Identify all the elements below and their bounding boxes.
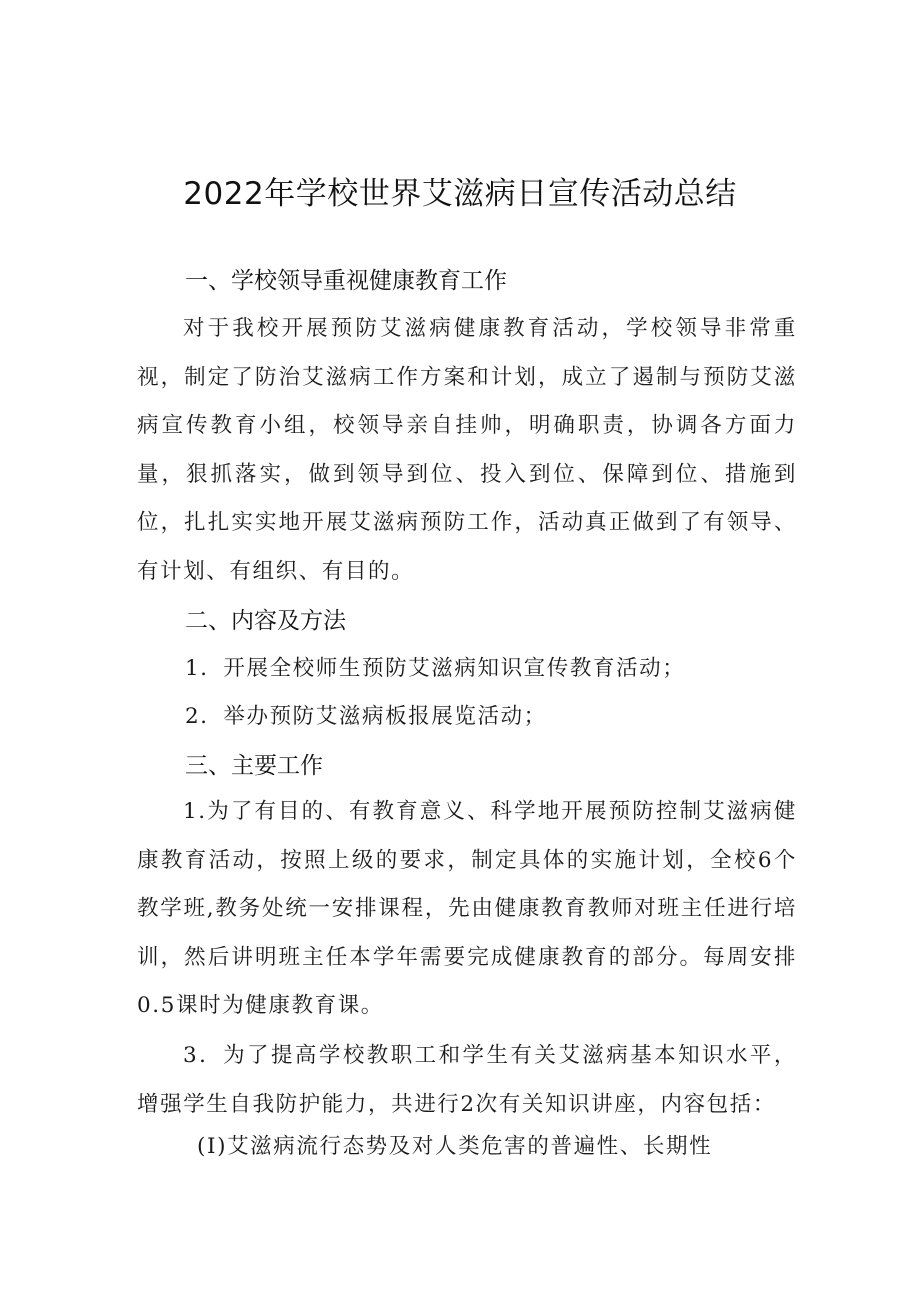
section-3-heading: 三、主要工作 xyxy=(185,753,323,779)
section-2-item-1: 1．开展全校师生预防艾滋病知识宣传教育活动； xyxy=(185,656,686,681)
section-1-paragraph: 对于我校开展预防艾滋病健康教育活动，学校领导非常重视，制定了防治艾滋病工作方案和计划，成立了遏制与预防艾滋病宣传教育小组，校领导亲自挂帅，明确职责，协调各方面力量，狠抓落实，做到领导到位、投入到位、保障到位、措施到位，扎扎实实地开展艾滋病预防工作，活动真正做到了有领导、有计划、有组织、有目的。 xyxy=(137,316,797,584)
section-2-heading: 二、内容及方法 xyxy=(185,608,346,634)
section-1-heading: 一、学校领导重视健康教育工作 xyxy=(185,268,507,294)
section-3-paragraph-2: 3．为了提高学校教职工和学生有关艾滋病基本知识水平，增强学生自我防护能力，共进行2次有关知识讲座，内容包括： xyxy=(137,1043,797,1117)
document-title: 2022年学校世界艾滋病日宣传活动总结 xyxy=(183,176,737,212)
section-3-subitem: (I)艾滋病流行态势及对人类危害的普遍性、长期性 xyxy=(197,1134,713,1159)
section-3-paragraph-1: 1.为了有目的、有教育意义、科学地开展预防控制艾滋病健康教育活动，按照上级的要求，制定具体的实施计划，全校6个教学班,教务处统一安排课程，先由健康教育教师对班主任进行培训，然后讲明班主任本学年需要完成健康教育的部分。每周安排0.5课时为健康教育课。 xyxy=(137,799,797,1018)
section-2-item-2: 2．举办预防艾滋病板报展览活动； xyxy=(185,704,547,729)
